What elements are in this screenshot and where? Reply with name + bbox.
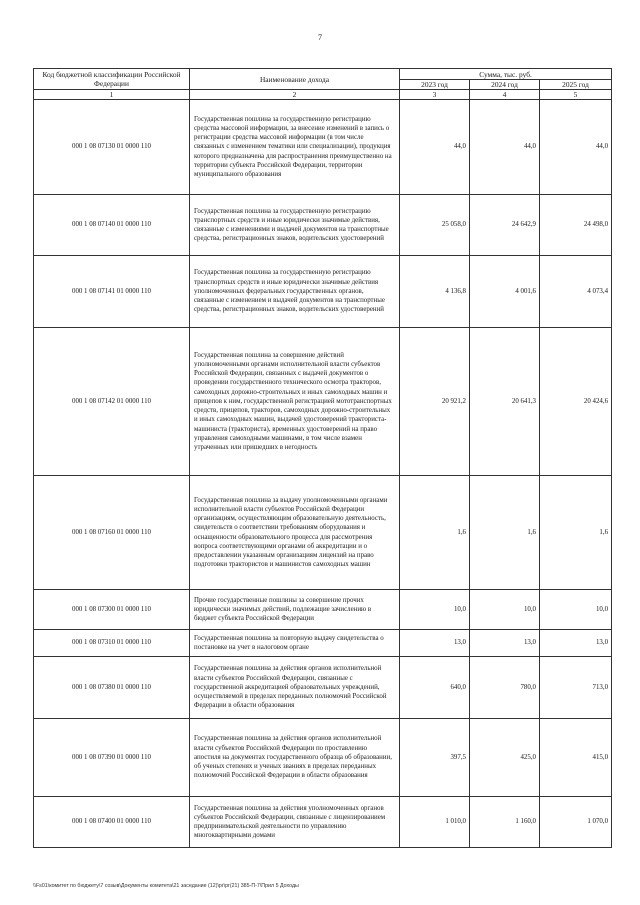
row-value-2025: 4 073,4 (540, 256, 612, 328)
file-path-footer: \\Fs01\комитет по бюджету\7 созыв\Документы комитета\21 заседание (12)\pr\pr(21) 385-П-7\Прил 5 Доходы (33, 883, 299, 889)
row-value-2023: 1 010,0 (400, 797, 470, 848)
row-value-2024: 10,0 (470, 590, 540, 630)
table-row (34, 590, 612, 630)
table-row (34, 476, 612, 590)
row-value-2024: 1,6 (470, 476, 540, 590)
row-value-2023: 20 921,2 (400, 328, 470, 476)
col-number: 3 (400, 90, 470, 100)
table-row (34, 195, 612, 256)
row-name: Государственная пошлина за выдачу уполномоченными органами исполнительной власти субъектов Российской Федерации организациям, осуществляющим образовательную деятельность, свидетельств о соответствии требованиям оборудования и оснащенности образовательного процесса для рассмотрения вопроса соответствующими органами об аккредитации и о предоставлении указанным организациям лицензий на право подготовки трактористов и машинистов самоходных машин (190, 476, 400, 590)
row-code: 000 1 08 07390 01 0000 110 (34, 719, 190, 797)
row-value-2025: 415,0 (540, 719, 612, 797)
row-value-2023: 640,0 (400, 657, 470, 719)
table-row (34, 719, 612, 797)
row-value-2025: 13,0 (540, 630, 612, 657)
row-value-2024: 24 642,9 (470, 195, 540, 256)
col-number: 4 (470, 90, 540, 100)
row-value-2024: 13,0 (470, 630, 540, 657)
row-value-2025: 1 070,0 (540, 797, 612, 848)
row-name: Государственная пошлина за государственную регистрацию транспортных средств и иные юридически значимые действия уполномоченных федеральных государственных органов, связанные с изменением и выдачей документов на транспортные средства, регистрационных знаков, водительских удостоверений (190, 256, 400, 328)
header-name: Наименование дохода (190, 69, 400, 90)
table-row (34, 630, 612, 657)
row-value-2025: 713,0 (540, 657, 612, 719)
row-code: 000 1 08 07130 01 0000 110 (34, 100, 190, 195)
row-value-2023: 25 058,0 (400, 195, 470, 256)
col-number: 1 (34, 90, 190, 100)
table-row (34, 256, 612, 328)
row-name: Государственная пошлина за государственную регистрацию транспортных средств и иные юридически значимые действия, связанные с изменениями и выдачей документов на транспортные средства, регистрационных знаков, водительских удостоверений (190, 195, 400, 256)
row-code: 000 1 08 07380 01 0000 110 (34, 657, 190, 719)
row-value-2023: 1,6 (400, 476, 470, 590)
row-name: Государственная пошлина за действия уполномоченных органов субъектов Российской Федерации, связанные с лицензированием предпринимательской деятельности по управлению многоквартирными домами (190, 797, 400, 848)
row-value-2023: 13,0 (400, 630, 470, 657)
row-code: 000 1 08 07160 01 0000 110 (34, 476, 190, 590)
row-value-2024: 44,0 (470, 100, 540, 195)
row-value-2025: 20 424,6 (540, 328, 612, 476)
row-value-2024: 1 160,0 (470, 797, 540, 848)
row-value-2023: 4 136,8 (400, 256, 470, 328)
row-value-2024: 20 641,3 (470, 328, 540, 476)
row-code: 000 1 08 07140 01 0000 110 (34, 195, 190, 256)
row-name: Государственная пошлина за повторную выдачу свидетельства о постановке на учет в налоговом органе (190, 630, 400, 657)
header-year-2023: 2023 год (400, 80, 470, 90)
page-number: 7 (318, 33, 322, 42)
row-code: 000 1 08 07142 01 0000 110 (34, 328, 190, 476)
row-code: 000 1 08 07400 01 0000 110 (34, 797, 190, 848)
row-name: Государственная пошлина за государственную регистрацию средства массовой информации, за внесение изменений в запись о регистрации средства массовой информации (в том числе связанных с изменением тематики или специализации), продукция которого предназначена для распространения преимущественно на территории субъекта Российской Федерации, территории муниципального образования (190, 100, 400, 195)
row-code: 000 1 08 07310 01 0000 110 (34, 630, 190, 657)
row-value-2023: 44,0 (400, 100, 470, 195)
row-name: Прочие государственные пошлины за совершение прочих юридически значимых действий, подлежащие зачислению в бюджет субъекта Российской Федерации (190, 590, 400, 630)
row-value-2023: 10,0 (400, 590, 470, 630)
revenue-table (33, 68, 612, 848)
row-code: 000 1 08 07300 01 0000 110 (34, 590, 190, 630)
table-row (34, 328, 612, 476)
table-row (34, 797, 612, 848)
row-value-2025: 24 498,0 (540, 195, 612, 256)
row-value-2025: 10,0 (540, 590, 612, 630)
col-number: 5 (540, 90, 612, 100)
header-year-2024: 2024 год (470, 80, 540, 90)
row-code: 000 1 08 07141 01 0000 110 (34, 256, 190, 328)
row-name: Государственная пошлина за совершение действий уполномоченными органами исполнительной власти субъектов Российской Федерации, связанных с выдачей документов о проведении государственного технического осмотра тракторов, самоходных дорожно-строительных и иных самоходных машин и прицепов к ним, государственной регистрацией мототранспортных средств, прицепов, тракторов, самоходных дорожно-строительных и иных самоходных машин, выдачей удостоверений тракториста-машиниста (тракториста), временных удостоверений на право управления самоходными машинами, в том числе взамен утраченных или пришедших в негодность (190, 328, 400, 476)
table-row (34, 100, 612, 195)
row-name: Государственная пошлина за действия органов исполнительной власти субъектов Российской Федерации, связанные с государственной аккредитацией образовательных учреждений, осуществляемой в пределах переданных полномочий Российской Федерации в области образования (190, 657, 400, 719)
header-year-2025: 2025 год (540, 80, 612, 90)
row-value-2024: 780,0 (470, 657, 540, 719)
row-value-2025: 1,6 (540, 476, 612, 590)
row-value-2025: 44,0 (540, 100, 612, 195)
col-number: 2 (190, 90, 400, 100)
table-row (34, 657, 612, 719)
row-value-2024: 4 001,6 (470, 256, 540, 328)
header-sum: Сумма, тыс. руб. (400, 69, 612, 80)
row-name: Государственная пошлина за действия органов исполнительной власти субъектов Российской Федерации по проставлению апостиля на документах государственного образца об образовании, об ученых степенях и ученых званиях в пределах переданных полномочий Российской Федерации в области образования (190, 719, 400, 797)
row-value-2023: 397,5 (400, 719, 470, 797)
row-value-2024: 425,0 (470, 719, 540, 797)
header-code: Код бюджетной классификации Российской Федерации (34, 69, 190, 90)
